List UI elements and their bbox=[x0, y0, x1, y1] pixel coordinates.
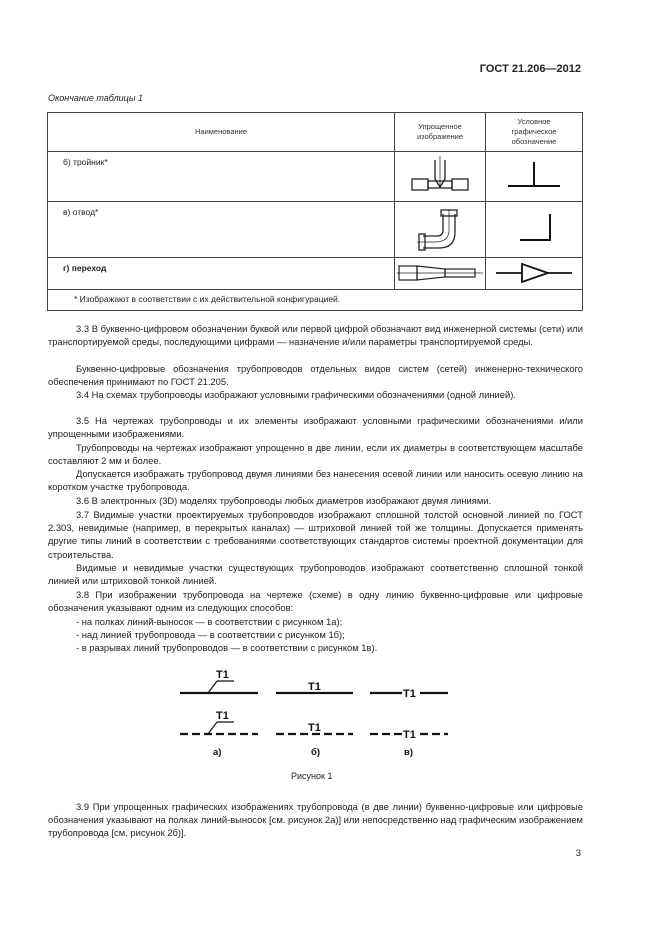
paragraph-3-4: 3.4 На схемах трубопроводы изображают условными графическими обозначениями (одной линией). bbox=[76, 389, 516, 400]
paragraph-3-6: 3.6 В электронных (3D) моделях трубопроводы любых диаметров изображают двумя линиями. bbox=[76, 495, 492, 506]
reducer-simplified-icon bbox=[395, 258, 486, 290]
col-header-simplified-line1: Упрощенное bbox=[418, 122, 462, 131]
paragraph-3-5: 3.5 На чертежах трубопроводы и их элементы изображают условными графическими обозначениями и/или упрощенными изображениями. bbox=[48, 415, 583, 440]
list-item: - на полках линий-выносок — в соответствии с рисунком 1а); bbox=[76, 616, 343, 627]
col-header-name: Наименование bbox=[48, 113, 395, 152]
paragraph-3-9: 3.9 При упрощенных графических изображениях трубопровода (в две линии) буквенно-цифровые или цифровые обозначения указывают на полках линий-выносок [см. рисунок 2а)] или непосредственно над графическим изображением трубопровода [см. рисунок 2б)]. bbox=[48, 801, 583, 839]
paragraph-3-8: 3.8 При изображении трубопровода на чертеже (схеме) в одну линию буквенно-цифровые или цифровые обозначения указывают одним из следующих способов: bbox=[48, 589, 583, 614]
list-item: - над линией трубопровода — в соответствии с рисунком 1б); bbox=[76, 629, 345, 640]
col-header-simplified-line2: изображение bbox=[416, 132, 464, 141]
table-footnote-row bbox=[48, 290, 583, 311]
paragraph-3-7-b: Видимые и невидимые участки существующих трубопроводов изображают соответственно сплошной тонкой линией или штриховой тонкой линией. bbox=[48, 562, 583, 587]
tee-simplified-icon bbox=[395, 152, 486, 202]
col-header-symbol-line3: обозначение bbox=[511, 137, 557, 146]
paragraph-3-3: 3.3 В буквенно-цифровом обозначении буквой или первой цифрой обозначают вид инженерной системы (сети) или транспортируемой среды, последующими цифрами — назначение и/или параметры транспортируемой среды. bbox=[48, 323, 583, 348]
table-header-row bbox=[48, 113, 583, 152]
col-header-simplified bbox=[395, 113, 486, 152]
symbols-table bbox=[47, 112, 583, 311]
fig-label-a-dashed: T1 bbox=[216, 710, 229, 722]
leader-line-a-dashed bbox=[208, 722, 217, 734]
table-footnote: * Изображают в соответствии с их действительной конфигурацией. bbox=[48, 290, 583, 311]
col-header-symbol-line1: Условное bbox=[517, 117, 551, 126]
figure-caption: Рисунок 1 bbox=[291, 771, 333, 781]
standard-code: ГОСТ 21.206—2012 bbox=[479, 63, 581, 75]
row-name-tee: б) тройник* bbox=[48, 152, 395, 202]
col-header-symbol bbox=[486, 113, 583, 152]
paragraph-3-5-b: Трубопроводы на чертежах изображают упрощенно в две линии, если их диаметры в соответствующем масштабе составляют 2 мм и более. bbox=[48, 442, 583, 467]
fig-label-b-dashed: T1 bbox=[308, 722, 321, 734]
paragraph-3-3-b: Буквенно-цифровые обозначения трубопроводов отдельных видов систем (сетей) инженерно-технического обеспечения принимают по ГОСТ 21.205. bbox=[48, 363, 583, 388]
list-item: - в разрывах линий трубопроводов — в соответствии с рисунком 1в). bbox=[76, 642, 378, 653]
fig-subcaption-a: а) bbox=[213, 747, 222, 758]
fig-label-c-dashed: T1 bbox=[403, 729, 416, 741]
fig-label-b-solid: T1 bbox=[308, 681, 321, 693]
page-number: 3 bbox=[575, 848, 581, 859]
row-name-reducer: г) переход bbox=[48, 258, 395, 290]
fig-subcaption-c: в) bbox=[404, 747, 414, 758]
elbow-symbol-icon bbox=[486, 202, 583, 258]
figure-1 bbox=[170, 662, 470, 762]
paragraph-3-7: 3.7 Видимые участки проектируемых трубопроводов изображают сплошной толстой основной линией по ГОСТ 2.303, невидимые (например, в перекрытых каналах) — штриховой линией той же толщины. Допускается применять другие типы линий в соответствии с требованиями соответствующих стандартов системы проектной документации для строительства. bbox=[48, 509, 583, 560]
reducer-symbol-icon bbox=[486, 258, 583, 290]
fig-subcaption-b: б) bbox=[311, 747, 321, 758]
leader-line-a-solid bbox=[208, 681, 217, 693]
row-name-elbow: в) отвод* bbox=[48, 202, 395, 258]
fig-label-c-solid: T1 bbox=[403, 688, 416, 700]
paragraph-3-5-c: Допускается изображать трубопровод двумя линиями без нанесения осевой линии или наносить осевую линию на коротком участке трубопровода. bbox=[48, 468, 583, 493]
fig-label-a-solid: T1 bbox=[216, 669, 229, 681]
table-row bbox=[48, 202, 583, 258]
table-row bbox=[48, 258, 583, 290]
elbow-simplified-icon bbox=[395, 202, 486, 258]
col-header-symbol-line2: графическое bbox=[511, 127, 557, 136]
tee-symbol-icon bbox=[486, 152, 583, 202]
table-row bbox=[48, 152, 583, 202]
table-caption: Окончание таблицы 1 bbox=[48, 93, 143, 103]
